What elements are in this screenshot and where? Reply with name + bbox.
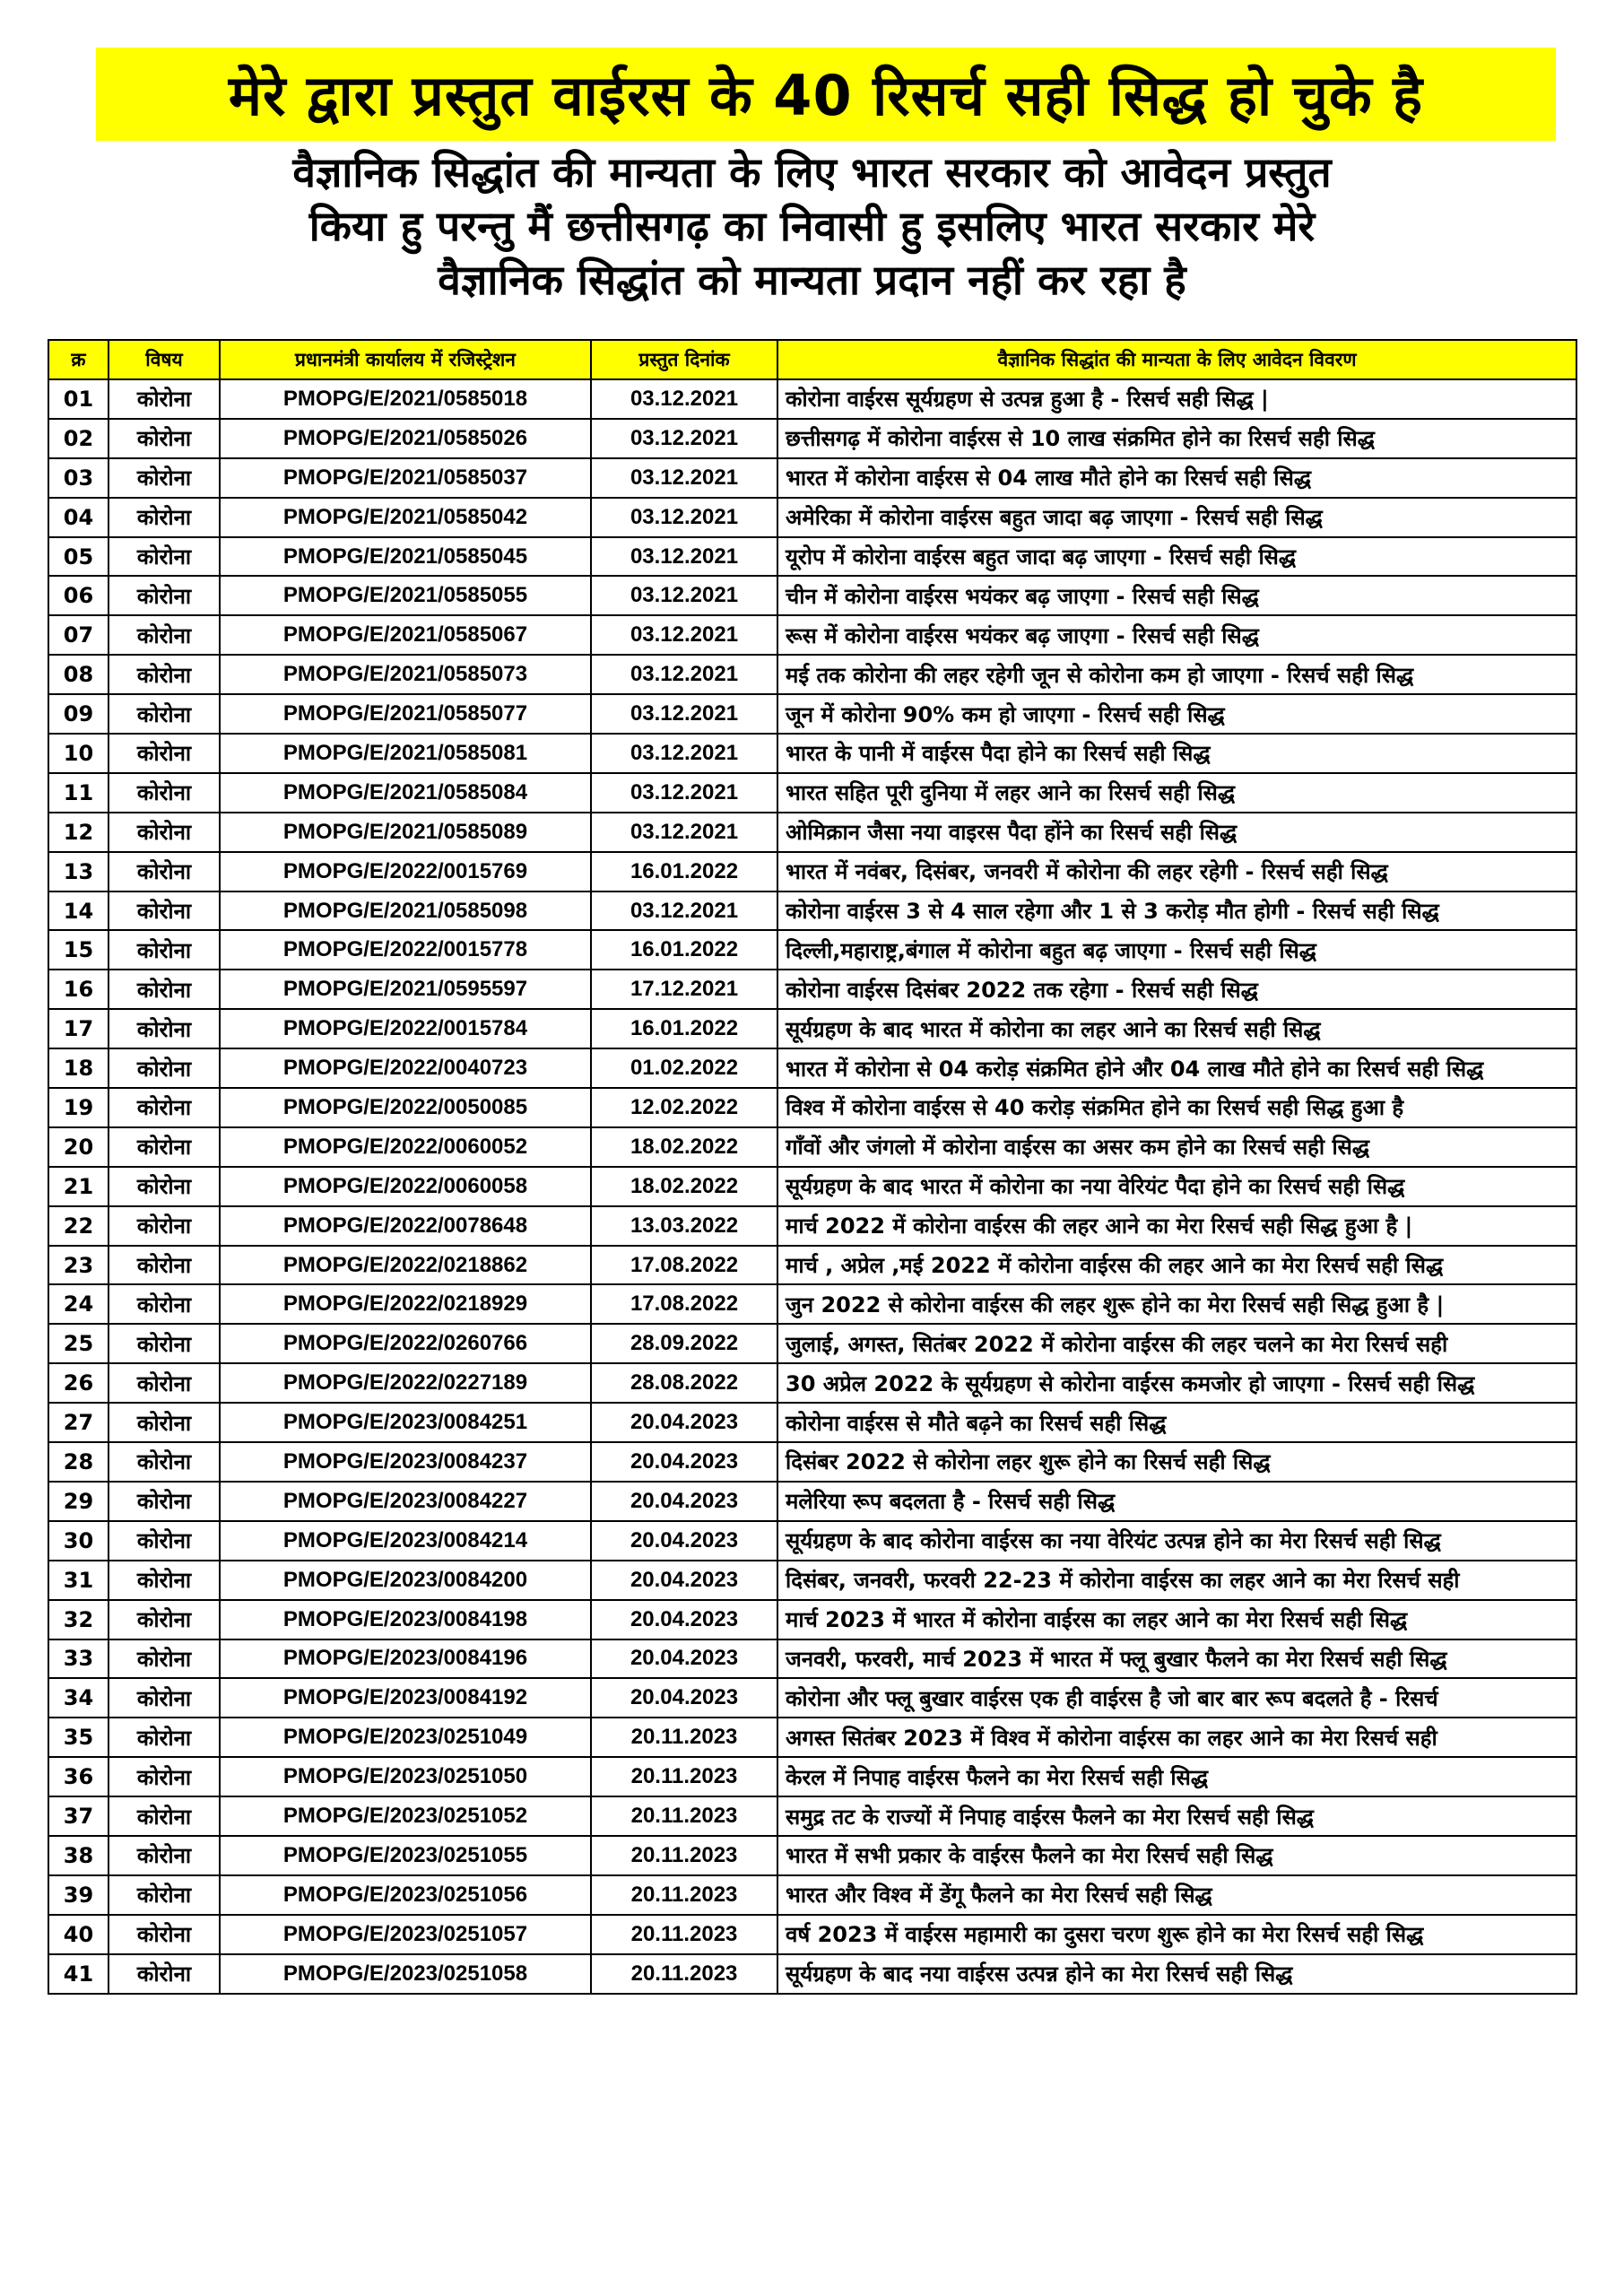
row-subject: कोरोना <box>109 1600 220 1639</box>
row-registration: PMOPG/E/2021/0585037 <box>220 458 591 498</box>
row-description: ओमिक्रान जैसा नया वाइरस पैदा होंने का रिसर्च सही सिद्ध <box>777 813 1576 852</box>
row-registration: PMOPG/E/2022/0218929 <box>220 1284 591 1324</box>
row-registration: PMOPG/E/2021/0585042 <box>220 498 591 537</box>
row-registration: PMOPG/E/2023/0084251 <box>220 1403 591 1442</box>
row-date: 03.12.2021 <box>591 891 777 931</box>
row-subject: कोरोना <box>109 1561 220 1600</box>
row-date: 20.04.2023 <box>591 1482 777 1521</box>
row-registration: PMOPG/E/2023/0251055 <box>220 1836 591 1875</box>
row-subject: कोरोना <box>109 813 220 852</box>
title-banner <box>96 48 1556 141</box>
row-date: 18.02.2022 <box>591 1127 777 1167</box>
table-row <box>48 1009 1576 1048</box>
row-date: 13.03.2022 <box>591 1206 777 1246</box>
row-date: 20.11.2023 <box>591 1875 777 1915</box>
row-registration: PMOPG/E/2022/0060052 <box>220 1127 591 1167</box>
row-subject: कोरोना <box>109 576 220 615</box>
row-serial: 05 <box>48 537 109 577</box>
row-registration: PMOPG/E/2022/0218862 <box>220 1246 591 1285</box>
row-subject: कोरोना <box>109 1284 220 1324</box>
row-registration: PMOPG/E/2021/0585055 <box>220 576 591 615</box>
row-date: 03.12.2021 <box>591 458 777 498</box>
col-header-serial: क्र <box>48 340 109 379</box>
subtitle-line-1: वैज्ञानिक सिद्धांत की मान्यता के लिए भारत सरकार को आवेदन प्रस्तुत <box>292 148 1332 196</box>
row-registration: PMOPG/E/2021/0585073 <box>220 655 591 694</box>
subtitle-line-3: वैज्ञानिक सिद्धांत को मान्यता प्रदान नहीं कर रहा है <box>438 256 1186 304</box>
row-date: 16.01.2022 <box>591 930 777 970</box>
row-subject: कोरोना <box>109 1954 220 1994</box>
row-date: 03.12.2021 <box>591 655 777 694</box>
table-row <box>48 852 1576 891</box>
row-serial: 35 <box>48 1718 109 1757</box>
row-registration: PMOPG/E/2023/0251049 <box>220 1718 591 1757</box>
row-description: अगस्त सितंबर 2023 में विश्व में कोरोना वाईरस का लहर आने का मेरा रिसर्च सही <box>777 1718 1576 1757</box>
row-description: जून में कोरोना 90% कम हो जाएगा - रिसर्च सही सिद्ध <box>777 694 1576 734</box>
row-registration: PMOPG/E/2022/0015769 <box>220 852 591 891</box>
row-date: 20.04.2023 <box>591 1678 777 1718</box>
row-date: 28.09.2022 <box>591 1324 777 1363</box>
table-row <box>48 1324 1576 1363</box>
row-description: छत्तीसगढ़ में कोरोना वाईरस से 10 लाख संक्रमित होने का रिसर्च सही सिद्ध <box>777 419 1576 458</box>
row-serial: 22 <box>48 1206 109 1246</box>
row-date: 03.12.2021 <box>591 576 777 615</box>
table-row <box>48 1442 1576 1482</box>
row-serial: 11 <box>48 773 109 813</box>
table-row <box>48 1836 1576 1875</box>
row-subject: कोरोना <box>109 1363 220 1403</box>
row-subject: कोरोना <box>109 970 220 1009</box>
row-subject: कोरोना <box>109 734 220 773</box>
table-row <box>48 576 1576 615</box>
row-serial: 23 <box>48 1246 109 1285</box>
row-registration: PMOPG/E/2022/0060058 <box>220 1167 591 1206</box>
table-row <box>48 1482 1576 1521</box>
row-description: भारत में कोरोना वाईरस से 04 लाख मौते होने का रिसर्च सही सिद्ध <box>777 458 1576 498</box>
row-registration: PMOPG/E/2023/0251050 <box>220 1757 591 1796</box>
row-registration: PMOPG/E/2021/0585081 <box>220 734 591 773</box>
row-description: सूर्यग्रहण के बाद नया वाईरस उत्पन्न होने का मेरा रिसर्च सही सिद्ध <box>777 1954 1576 1994</box>
row-date: 17.12.2021 <box>591 970 777 1009</box>
row-date: 20.04.2023 <box>591 1442 777 1482</box>
row-subject: कोरोना <box>109 1836 220 1875</box>
row-date: 03.12.2021 <box>591 615 777 655</box>
row-date: 20.04.2023 <box>591 1403 777 1442</box>
row-serial: 21 <box>48 1167 109 1206</box>
table-row <box>48 1284 1576 1324</box>
row-date: 28.08.2022 <box>591 1363 777 1403</box>
table-row <box>48 694 1576 734</box>
row-date: 16.01.2022 <box>591 852 777 891</box>
row-description: जनवरी, फरवरी, मार्च 2023 में भारत में फ्लू बुखार फैलने का मेरा रिसर्च सही सिद्ध <box>777 1639 1576 1679</box>
row-serial: 09 <box>48 694 109 734</box>
row-subject: कोरोना <box>109 458 220 498</box>
table-row <box>48 1757 1576 1796</box>
row-registration: PMOPG/E/2021/0585098 <box>220 891 591 931</box>
row-subject: कोरोना <box>109 773 220 813</box>
row-date: 20.11.2023 <box>591 1954 777 1994</box>
table-row <box>48 1048 1576 1088</box>
row-date: 03.12.2021 <box>591 813 777 852</box>
row-serial: 13 <box>48 852 109 891</box>
row-registration: PMOPG/E/2023/0251058 <box>220 1954 591 1994</box>
row-registration: PMOPG/E/2021/0585026 <box>220 419 591 458</box>
row-description: मलेरिया रूप बदलता है - रिसर्च सही सिद्ध <box>777 1482 1576 1521</box>
row-description: मई तक कोरोना की लहर रहेगी जून से कोरोना कम हो जाएगा - रिसर्च सही सिद्ध <box>777 655 1576 694</box>
table-row <box>48 1206 1576 1246</box>
table-row <box>48 615 1576 655</box>
row-serial: 14 <box>48 891 109 931</box>
table-row <box>48 1088 1576 1127</box>
table-row <box>48 1246 1576 1285</box>
row-description: केरल में निपाह वाईरस फैलने का मेरा रिसर्च सही सिद्ध <box>777 1757 1576 1796</box>
row-description: भारत में नवंबर, दिसंबर, जनवरी में कोरोना की लहर रहेगी - रिसर्च सही सिद्ध <box>777 852 1576 891</box>
row-description: वर्ष 2023 में वाईरस महामारी का दुसरा चरण शुरू होने का मेरा रिसर्च सही सिद्ध <box>777 1915 1576 1954</box>
row-subject: कोरोना <box>109 852 220 891</box>
row-subject: कोरोना <box>109 694 220 734</box>
table-body <box>48 379 1576 1994</box>
row-serial: 28 <box>48 1442 109 1482</box>
row-registration: PMOPG/E/2022/0050085 <box>220 1088 591 1127</box>
row-registration: PMOPG/E/2022/0015784 <box>220 1009 591 1048</box>
row-subject: कोरोना <box>109 1009 220 1048</box>
row-date: 18.02.2022 <box>591 1167 777 1206</box>
row-description: अमेरिका में कोरोना वाईरस बहुत जादा बढ़ जाएगा - रिसर्च सही सिद्ध <box>777 498 1576 537</box>
row-serial: 25 <box>48 1324 109 1363</box>
row-description: मार्च 2023 में भारत में कोरोना वाईरस का लहर आने का मेरा रिसर्च सही सिद्ध <box>777 1600 1576 1639</box>
col-header-registration: प्रधानमंत्री कार्यालय में रजिस्ट्रेशन <box>220 340 591 379</box>
table-row <box>48 537 1576 577</box>
row-registration: PMOPG/E/2023/0084237 <box>220 1442 591 1482</box>
row-serial: 19 <box>48 1088 109 1127</box>
row-registration: PMOPG/E/2021/0595597 <box>220 970 591 1009</box>
row-registration: PMOPG/E/2023/0251056 <box>220 1875 591 1915</box>
row-serial: 02 <box>48 419 109 458</box>
row-description: जुन 2022 से कोरोना वाईरस की लहर शुरू होने का मेरा रिसर्च सही सिद्ध हुआ है | <box>777 1284 1576 1324</box>
row-subject: कोरोना <box>109 1915 220 1954</box>
page-title: मेरे द्वारा प्रस्तुत वाईरस के 40 रिसर्च सही सिद्ध हो चुके है <box>228 63 1424 128</box>
row-serial: 40 <box>48 1915 109 1954</box>
row-serial: 10 <box>48 734 109 773</box>
row-registration: PMOPG/E/2023/0084200 <box>220 1561 591 1600</box>
row-serial: 03 <box>48 458 109 498</box>
table-row <box>48 1521 1576 1561</box>
row-serial: 24 <box>48 1284 109 1324</box>
table-row <box>48 419 1576 458</box>
row-description: चीन में कोरोना वाईरस भयंकर बढ़ जाएगा - रिसर्च सही सिद्ध <box>777 576 1576 615</box>
row-serial: 34 <box>48 1678 109 1718</box>
row-description: सूर्यग्रहण के बाद कोरोना वाईरस का नया वेरियंट उत्पन्न होने का मेरा रिसर्च सही सिद्ध <box>777 1521 1576 1561</box>
row-date: 03.12.2021 <box>591 537 777 577</box>
row-serial: 04 <box>48 498 109 537</box>
row-date: 03.12.2021 <box>591 734 777 773</box>
row-registration: PMOPG/E/2022/0260766 <box>220 1324 591 1363</box>
row-serial: 39 <box>48 1875 109 1915</box>
table-row <box>48 1954 1576 1994</box>
row-description: गाँवों और जंगलो में कोरोना वाईरस का असर कम होने का रिसर्च सही सिद्ध <box>777 1127 1576 1167</box>
row-description: 30 अप्रेल 2022 के सूर्यग्रहण से कोरोना वाईरस कमजोर हो जाएगा - रिसर्च सही सिद्ध <box>777 1363 1576 1403</box>
row-description: भारत में सभी प्रकार के वाईरस फैलने का मेरा रिसर्च सही सिद्ध <box>777 1836 1576 1875</box>
table-row <box>48 1561 1576 1600</box>
col-header-subject: विषय <box>109 340 220 379</box>
table-row <box>48 813 1576 852</box>
row-subject: कोरोना <box>109 1403 220 1442</box>
row-subject: कोरोना <box>109 1796 220 1836</box>
row-description: भारत सहित पूरी दुनिया में लहर आने का रिसर्च सही सिद्ध <box>777 773 1576 813</box>
row-description: कोरोना वाईरस दिसंबर 2022 तक रहेगा - रिसर्च सही सिद्ध <box>777 970 1576 1009</box>
row-serial: 36 <box>48 1757 109 1796</box>
row-description: यूरोप में कोरोना वाईरस बहुत जादा बढ़ जाएगा - रिसर्च सही सिद्ध <box>777 537 1576 577</box>
row-serial: 17 <box>48 1009 109 1048</box>
row-subject: कोरोना <box>109 1127 220 1167</box>
row-serial: 20 <box>48 1127 109 1167</box>
subtitle <box>54 145 1570 307</box>
row-description: भारत में कोरोना से 04 करोड़ संक्रमित होने और 04 लाख मौते होने का रिसर्च सही सिद्ध <box>777 1048 1576 1088</box>
row-serial: 37 <box>48 1796 109 1836</box>
row-date: 01.02.2022 <box>591 1048 777 1088</box>
row-registration: PMOPG/E/2022/0015778 <box>220 930 591 970</box>
row-registration: PMOPG/E/2023/0084198 <box>220 1600 591 1639</box>
row-date: 20.11.2023 <box>591 1757 777 1796</box>
row-subject: कोरोना <box>109 1048 220 1088</box>
research-table <box>48 339 1577 1995</box>
table-row <box>48 1363 1576 1403</box>
row-registration: PMOPG/E/2021/0585077 <box>220 694 591 734</box>
row-registration: PMOPG/E/2021/0585084 <box>220 773 591 813</box>
row-subject: कोरोना <box>109 615 220 655</box>
row-registration: PMOPG/E/2021/0585089 <box>220 813 591 852</box>
table-row <box>48 1167 1576 1206</box>
row-date: 20.04.2023 <box>591 1639 777 1679</box>
table-header-row <box>48 340 1576 379</box>
table-row <box>48 734 1576 773</box>
row-description: सूर्यग्रहण के बाद भारत में कोरोना का नया वेरियंट पैदा होने का रिसर्च सही सिद्ध <box>777 1167 1576 1206</box>
row-description: कोरोना वाईरस से मौते बढ़ने का रिसर्च सही सिद्ध <box>777 1403 1576 1442</box>
row-description: दिसंबर, जनवरी, फरवरी 22-23 में कोरोना वाईरस का लहर आने का मेरा रिसर्च सही <box>777 1561 1576 1600</box>
row-registration: PMOPG/E/2022/0078648 <box>220 1206 591 1246</box>
table-row <box>48 379 1576 419</box>
table-row <box>48 498 1576 537</box>
row-description: दिल्ली,महाराष्ट्र,बंगाल में कोरोना बहुत बढ़ जाएगा - रिसर्च सही सिद्ध <box>777 930 1576 970</box>
row-serial: 32 <box>48 1600 109 1639</box>
row-registration: PMOPG/E/2023/0084227 <box>220 1482 591 1521</box>
row-date: 03.12.2021 <box>591 419 777 458</box>
row-subject: कोरोना <box>109 1442 220 1482</box>
row-subject: कोरोना <box>109 1246 220 1285</box>
table-row <box>48 1718 1576 1757</box>
row-description: भारत के पानी में वाईरस पैदा होने का रिसर्च सही सिद्ध <box>777 734 1576 773</box>
row-subject: कोरोना <box>109 1718 220 1757</box>
row-subject: कोरोना <box>109 891 220 931</box>
row-date: 03.12.2021 <box>591 379 777 419</box>
row-registration: PMOPG/E/2022/0040723 <box>220 1048 591 1088</box>
row-serial: 07 <box>48 615 109 655</box>
row-date: 20.04.2023 <box>591 1521 777 1561</box>
row-date: 03.12.2021 <box>591 773 777 813</box>
row-subject: कोरोना <box>109 379 220 419</box>
table-row <box>48 891 1576 931</box>
row-date: 03.12.2021 <box>591 498 777 537</box>
col-header-date: प्रस्तुत दिनांक <box>591 340 777 379</box>
row-subject: कोरोना <box>109 419 220 458</box>
table-row <box>48 1600 1576 1639</box>
row-registration: PMOPG/E/2023/0084196 <box>220 1639 591 1679</box>
row-date: 20.11.2023 <box>591 1718 777 1757</box>
row-description: कोरोना वाईरस 3 से 4 साल रहेगा और 1 से 3 करोड़ मौत होगी - रिसर्च सही सिद्ध <box>777 891 1576 931</box>
table-row <box>48 773 1576 813</box>
row-subject: कोरोना <box>109 1639 220 1679</box>
row-serial: 18 <box>48 1048 109 1088</box>
subtitle-line-2: किया हु परन्तु मैं छत्तीसगढ़ का निवासी हु इसलिए भारत सरकार मेरे <box>308 202 1316 250</box>
row-date: 20.04.2023 <box>591 1600 777 1639</box>
row-date: 03.12.2021 <box>591 694 777 734</box>
row-serial: 12 <box>48 813 109 852</box>
table-row <box>48 655 1576 694</box>
row-description: सूर्यग्रहण के बाद भारत में कोरोना का लहर आने का रिसर्च सही सिद्ध <box>777 1009 1576 1048</box>
row-serial: 01 <box>48 379 109 419</box>
row-registration: PMOPG/E/2022/0227189 <box>220 1363 591 1403</box>
row-date: 20.11.2023 <box>591 1915 777 1954</box>
row-subject: कोरोना <box>109 1088 220 1127</box>
table-row <box>48 1796 1576 1836</box>
row-registration: PMOPG/E/2021/0585067 <box>220 615 591 655</box>
row-date: 20.11.2023 <box>591 1796 777 1836</box>
row-subject: कोरोना <box>109 1678 220 1718</box>
row-description: कोरोना और फ्लू बुखार वाईरस एक ही वाईरस है जो बार बार रूप बदलते है - रिसर्च <box>777 1678 1576 1718</box>
row-description: रूस में कोरोना वाईरस भयंकर बढ़ जाएगा - रिसर्च सही सिद्ध <box>777 615 1576 655</box>
table-row <box>48 970 1576 1009</box>
table-row <box>48 1678 1576 1718</box>
row-date: 20.11.2023 <box>591 1836 777 1875</box>
row-registration: PMOPG/E/2021/0585045 <box>220 537 591 577</box>
row-description: मार्च 2022 में कोरोना वाईरस की लहर आने का मेरा रिसर्च सही सिद्ध हुआ है | <box>777 1206 1576 1246</box>
row-serial: 29 <box>48 1482 109 1521</box>
row-subject: कोरोना <box>109 1167 220 1206</box>
row-serial: 33 <box>48 1639 109 1679</box>
row-date: 20.04.2023 <box>591 1561 777 1600</box>
row-serial: 30 <box>48 1521 109 1561</box>
row-description: समुद्र तट के राज्यों में निपाह वाईरस फैलने का मेरा रिसर्च सही सिद्ध <box>777 1796 1576 1836</box>
row-registration: PMOPG/E/2023/0084214 <box>220 1521 591 1561</box>
row-description: जुलाई, अगस्त, सितंबर 2022 में कोरोना वाईरस की लहर चलने का मेरा रिसर्च सही <box>777 1324 1576 1363</box>
table-row <box>48 1403 1576 1442</box>
row-subject: कोरोना <box>109 655 220 694</box>
row-subject: कोरोना <box>109 1757 220 1796</box>
table-row <box>48 930 1576 970</box>
table-row <box>48 1127 1576 1167</box>
row-description: कोरोना वाईरस सूर्यग्रहण से उत्पन्न हुआ है - रिसर्च सही सिद्ध | <box>777 379 1576 419</box>
row-serial: 06 <box>48 576 109 615</box>
row-serial: 38 <box>48 1836 109 1875</box>
row-serial: 26 <box>48 1363 109 1403</box>
row-serial: 41 <box>48 1954 109 1994</box>
row-registration: PMOPG/E/2023/0084192 <box>220 1678 591 1718</box>
row-subject: कोरोना <box>109 1482 220 1521</box>
row-date: 12.02.2022 <box>591 1088 777 1127</box>
row-serial: 08 <box>48 655 109 694</box>
table-row <box>48 458 1576 498</box>
row-registration: PMOPG/E/2023/0251057 <box>220 1915 591 1954</box>
col-header-description: वैज्ञानिक सिद्धांत की मान्यता के लिए आवेदन विवरण <box>777 340 1576 379</box>
row-date: 16.01.2022 <box>591 1009 777 1048</box>
row-description: दिसंबर 2022 से कोरोना लहर शुरू होने का रिसर्च सही सिद्ध <box>777 1442 1576 1482</box>
table-row <box>48 1915 1576 1954</box>
row-subject: कोरोना <box>109 930 220 970</box>
row-description: भारत और विश्व में डेंगू फैलने का मेरा रिसर्च सही सिद्ध <box>777 1875 1576 1915</box>
row-serial: 27 <box>48 1403 109 1442</box>
row-registration: PMOPG/E/2021/0585018 <box>220 379 591 419</box>
row-description: मार्च , अप्रेल ,मई 2022 में कोरोना वाईरस की लहर आने का मेरा रिसर्च सही सिद्ध <box>777 1246 1576 1285</box>
row-subject: कोरोना <box>109 1324 220 1363</box>
row-description: विश्व में कोरोना वाईरस से 40 करोड़ संक्रमित होने का रिसर्च सही सिद्ध हुआ है <box>777 1088 1576 1127</box>
row-subject: कोरोना <box>109 1206 220 1246</box>
row-date: 17.08.2022 <box>591 1246 777 1285</box>
row-subject: कोरोना <box>109 1875 220 1915</box>
row-serial: 31 <box>48 1561 109 1600</box>
row-serial: 15 <box>48 930 109 970</box>
row-date: 17.08.2022 <box>591 1284 777 1324</box>
row-serial: 16 <box>48 970 109 1009</box>
row-subject: कोरोना <box>109 537 220 577</box>
row-subject: कोरोना <box>109 498 220 537</box>
row-registration: PMOPG/E/2023/0251052 <box>220 1796 591 1836</box>
table-row <box>48 1875 1576 1915</box>
table-row <box>48 1639 1576 1679</box>
row-subject: कोरोना <box>109 1521 220 1561</box>
